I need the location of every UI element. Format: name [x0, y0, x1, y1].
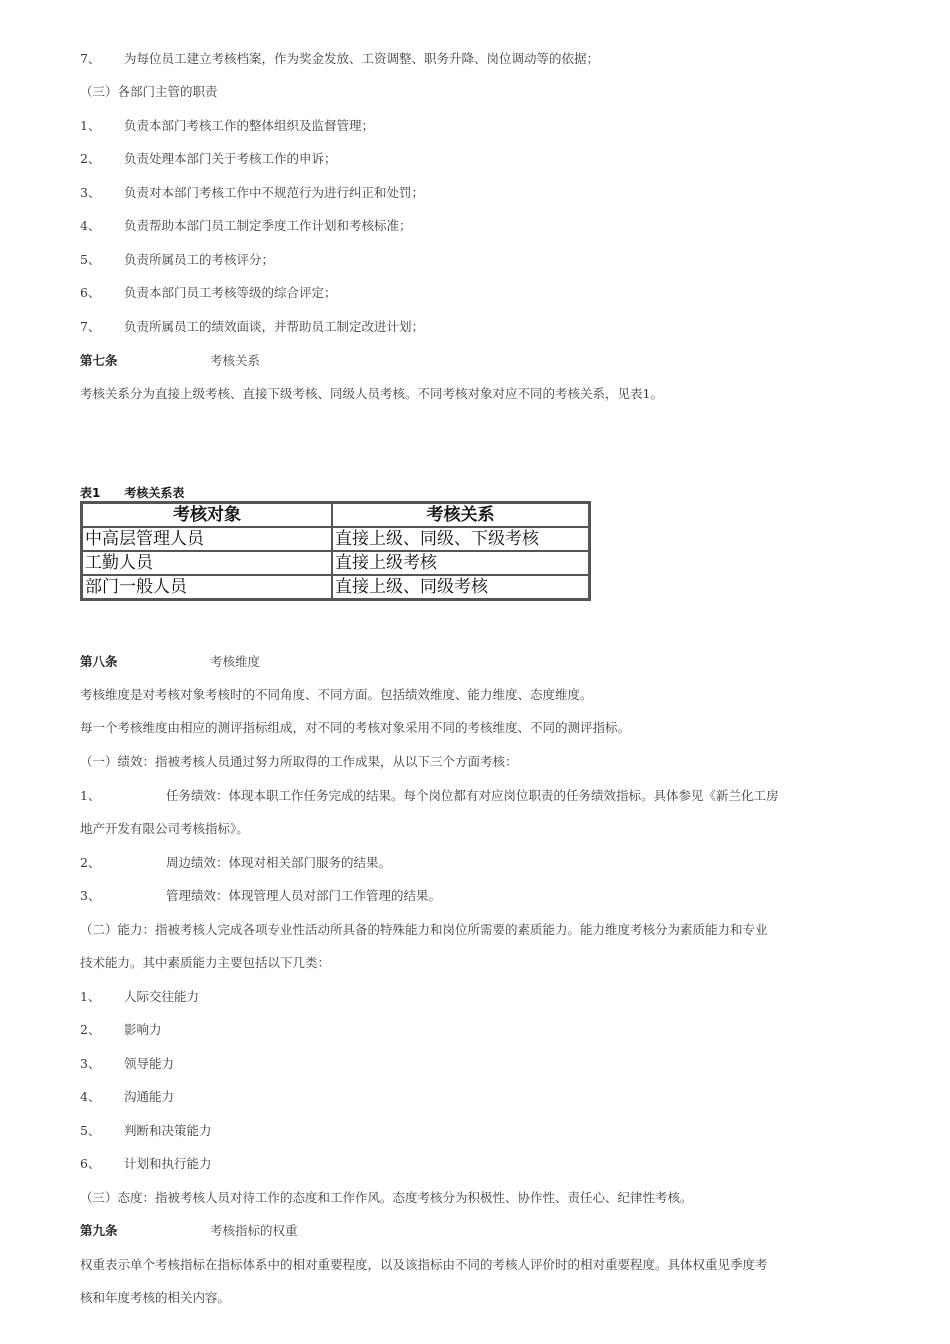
item-text: 管理绩效：体现管理人员对部门工作管理的结果。: [166, 888, 442, 903]
table-row: [82, 527, 589, 551]
item-text: 负责处理本部门关于考核工作的申诉；: [124, 151, 337, 166]
article-body: 权重表示单个考核指标在指标体系中的相对重要程度，以及该指标由不同的考核人评价时的相对重要程度。具体权重见季度考: [80, 1257, 768, 1272]
list-item-continuation: 地产开发有限公司考核指标》。: [80, 821, 249, 836]
list-item: [80, 251, 274, 269]
section-heading-continuation: 技术能力。其中素质能力主要包括以下几类：: [80, 955, 331, 970]
section-heading: （一）绩效：指被考核人员通过努力所取得的工作成果，从以下三个方面考核：: [80, 754, 518, 769]
article-body-continuation: 核和年度考核的相关内容。: [80, 1290, 231, 1305]
article-heading: [80, 352, 260, 370]
list-item: [80, 217, 412, 235]
list-item: [80, 1088, 174, 1106]
table-cell: 工勤人员: [82, 551, 332, 575]
article-number: 第九条: [80, 1223, 118, 1238]
table-row: [82, 551, 589, 575]
table-cell: 直接上级、同级考核: [332, 575, 589, 599]
list-item: [80, 117, 374, 135]
list-item: [80, 988, 199, 1006]
item-number: 7、: [80, 51, 101, 66]
item-text: 负责本部门考核工作的整体组织及监督管理；: [124, 118, 375, 133]
item-number: 5、: [80, 252, 101, 267]
item-text: 为每位员工建立考核档案，作为奖金发放、工资调整、职务升降、岗位调动等的依据；: [124, 51, 600, 66]
item-text: 负责所属员工的考核评分；: [124, 252, 275, 267]
table-cell: 中高层管理人员: [82, 527, 332, 551]
item-number: 6、: [80, 1156, 101, 1171]
table-caption-title: 考核关系表: [124, 486, 185, 500]
item-number: 7、: [80, 319, 101, 334]
item-number: 1、: [80, 118, 101, 133]
item-number: 3、: [80, 1056, 101, 1071]
article-name: 考核关系: [210, 353, 261, 368]
article-name: 考核指标的权重: [210, 1223, 298, 1238]
item-text: 人际交往能力: [124, 989, 200, 1004]
article-heading: [80, 653, 260, 671]
item-text: 任务绩效：体现本职工作任务完成的结果。每个岗位都有对应岗位职责的任务绩效指标。具体参见《新兰化工房: [166, 788, 779, 803]
article-number: 第七条: [80, 353, 118, 368]
item-text: 周边绩效：体现对相关部门服务的结果。: [166, 855, 392, 870]
table-caption-number: 表1: [80, 486, 101, 500]
item-text: 判断和决策能力: [124, 1123, 212, 1138]
item-number: 1、: [80, 989, 101, 1004]
list-item: [80, 150, 337, 168]
item-text: 领导能力: [124, 1056, 175, 1071]
article-body: 考核关系分为直接上级考核、直接下级考核、同级人员考核。不同考核对象对应不同的考核关系，见表1。: [80, 386, 663, 401]
item-text: 负责帮助本部门员工制定季度工作计划和考核标准；: [124, 218, 412, 233]
item-number: 3、: [80, 888, 101, 903]
item-number: 3、: [80, 185, 101, 200]
item-number: 1、: [80, 788, 101, 803]
article-paragraph: 每一个考核维度由相应的测评指标组成，对不同的考核对象采用不同的考核维度、不同的测评指标。: [80, 720, 631, 735]
table-header-cell: 考核关系: [332, 503, 589, 527]
table-caption: [80, 484, 184, 501]
item-number: 5、: [80, 1123, 101, 1138]
section-heading: （二）能力：指被考核人完成各项专业性活动所具备的特殊能力和岗位所需要的素质能力。能力维度考核分为素质能力和专业: [80, 922, 768, 937]
list-item: [80, 887, 441, 905]
table-cell: 部门一般人员: [82, 575, 332, 599]
table-cell: 直接上级、同级、下级考核: [332, 527, 589, 551]
article-heading: [80, 1222, 298, 1240]
item-number: 2、: [80, 151, 101, 166]
list-item: [80, 318, 424, 336]
item-text: 负责对本部门考核工作中不规范行为进行纠正和处罚；: [124, 185, 425, 200]
list-item: [80, 1021, 162, 1039]
table-cell: 直接上级考核: [332, 551, 589, 575]
list-item: [80, 854, 391, 872]
item-number: 4、: [80, 218, 101, 233]
item-text: 负责本部门员工考核等级的综合评定；: [124, 285, 337, 300]
list-item: [80, 1155, 212, 1173]
list-item: [80, 184, 424, 202]
list-item: [80, 50, 599, 68]
table-row: [82, 575, 589, 599]
item-text: 负责所属员工的绩效面谈，并帮助员工制定改进计划；: [124, 319, 425, 334]
item-text: 计划和执行能力: [124, 1156, 212, 1171]
section-heading: （三）态度：指被考核人员对待工作的态度和工作作风。态度考核分为积极性、协作性、责任心、纪律性考核。: [80, 1190, 693, 1205]
item-number: 4、: [80, 1089, 101, 1104]
article-name: 考核维度: [210, 654, 261, 669]
list-item: [80, 787, 779, 805]
article-number: 第八条: [80, 654, 118, 669]
assessment-relation-table: [80, 501, 591, 601]
item-number: 2、: [80, 1022, 101, 1037]
item-text: 影响力: [124, 1022, 162, 1037]
item-number: 6、: [80, 285, 101, 300]
section-heading: （三）各部门主管的职责: [80, 84, 218, 99]
list-item: [80, 284, 337, 302]
list-item: [80, 1055, 174, 1073]
table-header-cell: 考核对象: [82, 503, 332, 527]
item-text: 沟通能力: [124, 1089, 175, 1104]
list-item: [80, 1122, 212, 1140]
table-header-row: [82, 503, 589, 527]
article-paragraph: 考核维度是对考核对象考核时的不同角度、不同方面。包括绩效维度、能力维度、态度维度。: [80, 687, 593, 702]
item-number: 2、: [80, 855, 101, 870]
